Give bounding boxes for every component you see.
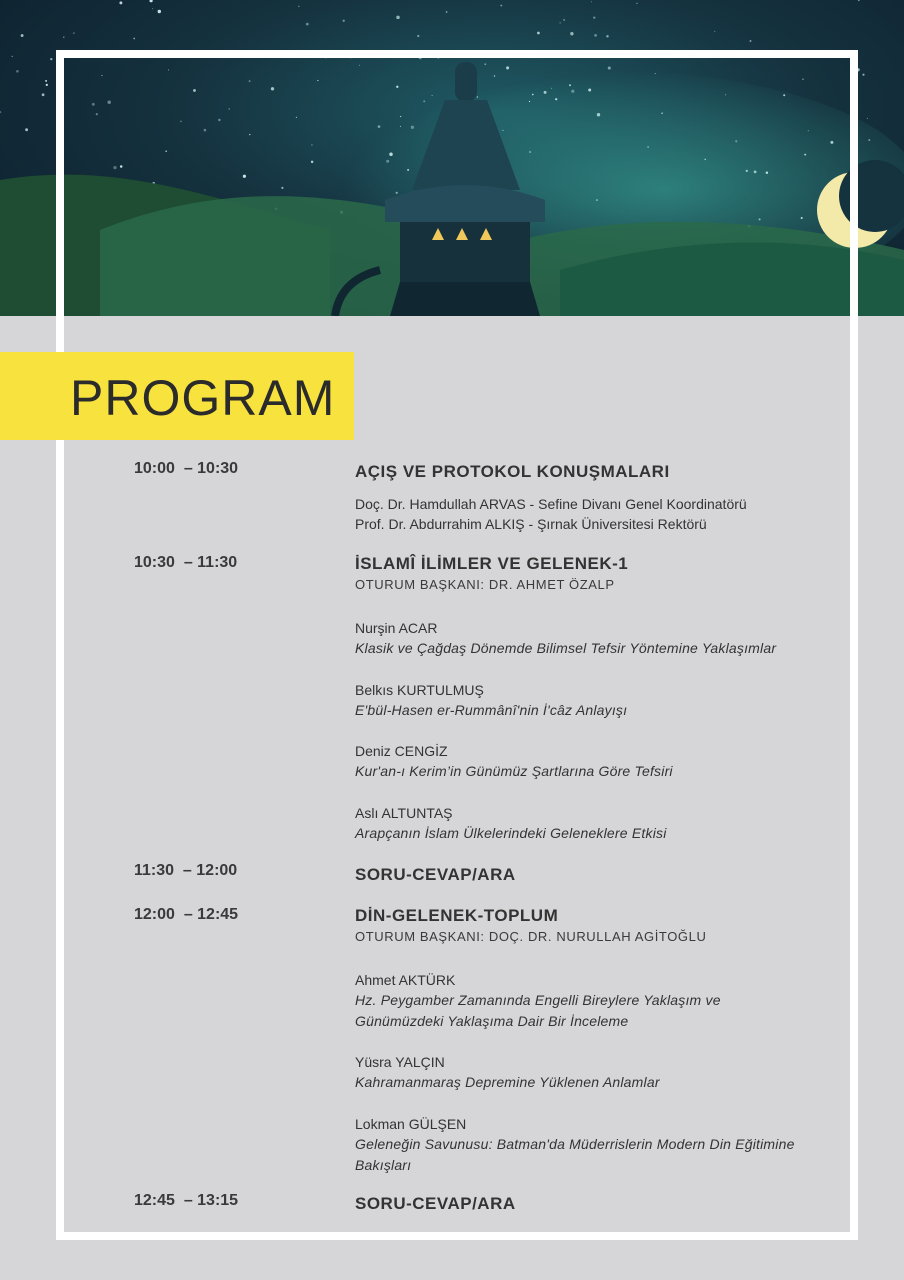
star [45,80,47,82]
star [563,19,565,21]
talk-title: E'bül-Hasen er-Rummânî'nin İ'câz Anlayışı [355,702,628,718]
session-time: 10:00 – 10:30 [134,460,239,477]
session-islamic-sciences [355,553,855,595]
star [73,32,74,33]
star [21,34,24,37]
talk-item [355,680,855,721]
star [714,31,715,32]
session-break [355,864,855,886]
star [152,8,153,9]
page-title: PROGRAM [70,370,336,426]
session-religion-society [355,905,855,947]
talk-item [355,741,855,782]
talk-title: Hz. Peygamber Zamanında Engelli Bireylere Yaklaşım ve [355,992,721,1008]
speaker-name: Yüsra YALÇIN [355,1054,445,1070]
talk-title: Kur'an-ı Kerim’in Günümüz Şartlarına Göre Tefsiri [355,763,673,779]
talk-item [355,618,855,659]
session-time: 11:30 – 12:00 [134,862,238,879]
protocol-line: Prof. Dr. Abdurrahim ALKIŞ - Şırnak Üniversitesi Rektörü [355,516,707,532]
speaker-name: Belkıs KURTULMUŞ [355,682,484,698]
star [594,34,597,37]
protocol-line: Doç. Dr. Hamdullah ARVAS - Sefine Divanı Genel Koordinatörü [355,496,747,512]
session-title: AÇIŞ VE PROTOKOL KONUŞMALARI [355,462,670,481]
star [42,93,45,96]
star [417,35,419,37]
star [12,56,13,57]
talk-title: Günümüzdeki Yaklaşıma Dair Bir İnceleme [355,1013,629,1029]
star [868,139,870,141]
star [858,0,860,1]
star [16,70,19,73]
star [867,118,868,119]
star [343,20,345,22]
session-chair: OTURUM BAŞKANI: DR. AHMET ÖZALP [355,577,615,592]
star [50,58,52,60]
talk-item [355,970,855,1032]
star [559,22,560,23]
session-time: 10:30 – 11:30 [134,554,238,571]
talk-title: Geleneğin Savunusu: Batman'da Müderrislerin Modern Din Eğitimine [355,1136,795,1152]
session-opening [355,461,855,534]
session-title: DİN-GELENEK-TOPLUM [355,906,559,925]
talk-item [355,1052,855,1093]
session-chair: OTURUM BAŞKANI: DOÇ. DR. NURULLAH AGİTOĞLU [355,929,707,944]
star [150,0,153,2]
star [750,40,752,42]
star [862,74,864,76]
talk-title: Bakışları [355,1157,412,1173]
speaker-name: Deniz CENGİZ [355,743,448,759]
session-time: 12:45 – 13:15 [134,1192,239,1209]
session-title: SORU-CEVAP/ARA [355,865,516,884]
star [570,32,573,35]
star [306,23,309,26]
star [133,38,135,40]
star [591,1,592,2]
session-title: SORU-CEVAP/ARA [355,1194,516,1213]
star [396,16,400,20]
star [593,16,595,18]
talk-item [355,1114,855,1176]
speaker-name: Ahmet AKTÜRK [355,972,456,988]
star [63,36,64,37]
talk-title: Kahramanmaraş Depremine Yüklenen Anlamlar [355,1074,660,1090]
star [46,84,48,86]
speaker-name: Nurşin ACAR [355,620,438,636]
session-title: İSLAMÎ İLİMLER VE GELENEK-1 [355,554,629,573]
star [606,35,608,37]
star [158,10,161,13]
star [119,1,122,4]
talk-title: Klasik ve Çağdaş Dönemde Bilimsel Tefsir Yöntemine Yaklaşımlar [355,640,777,656]
star [25,128,28,131]
star [298,6,299,7]
talk-title: Arapçanın İslam Ülkelerindeki Geleneklere Etkisi [355,825,667,841]
talk-item [355,803,855,844]
session-break [355,1193,855,1215]
session-time: 12:00 – 12:45 [134,906,239,923]
star [537,32,540,35]
star [446,11,448,13]
speaker-name: Aslı ALTUNTAŞ [355,805,453,821]
speaker-name: Lokman GÜLŞEN [355,1116,467,1132]
star [0,111,1,113]
star [636,3,637,4]
star [500,5,502,7]
